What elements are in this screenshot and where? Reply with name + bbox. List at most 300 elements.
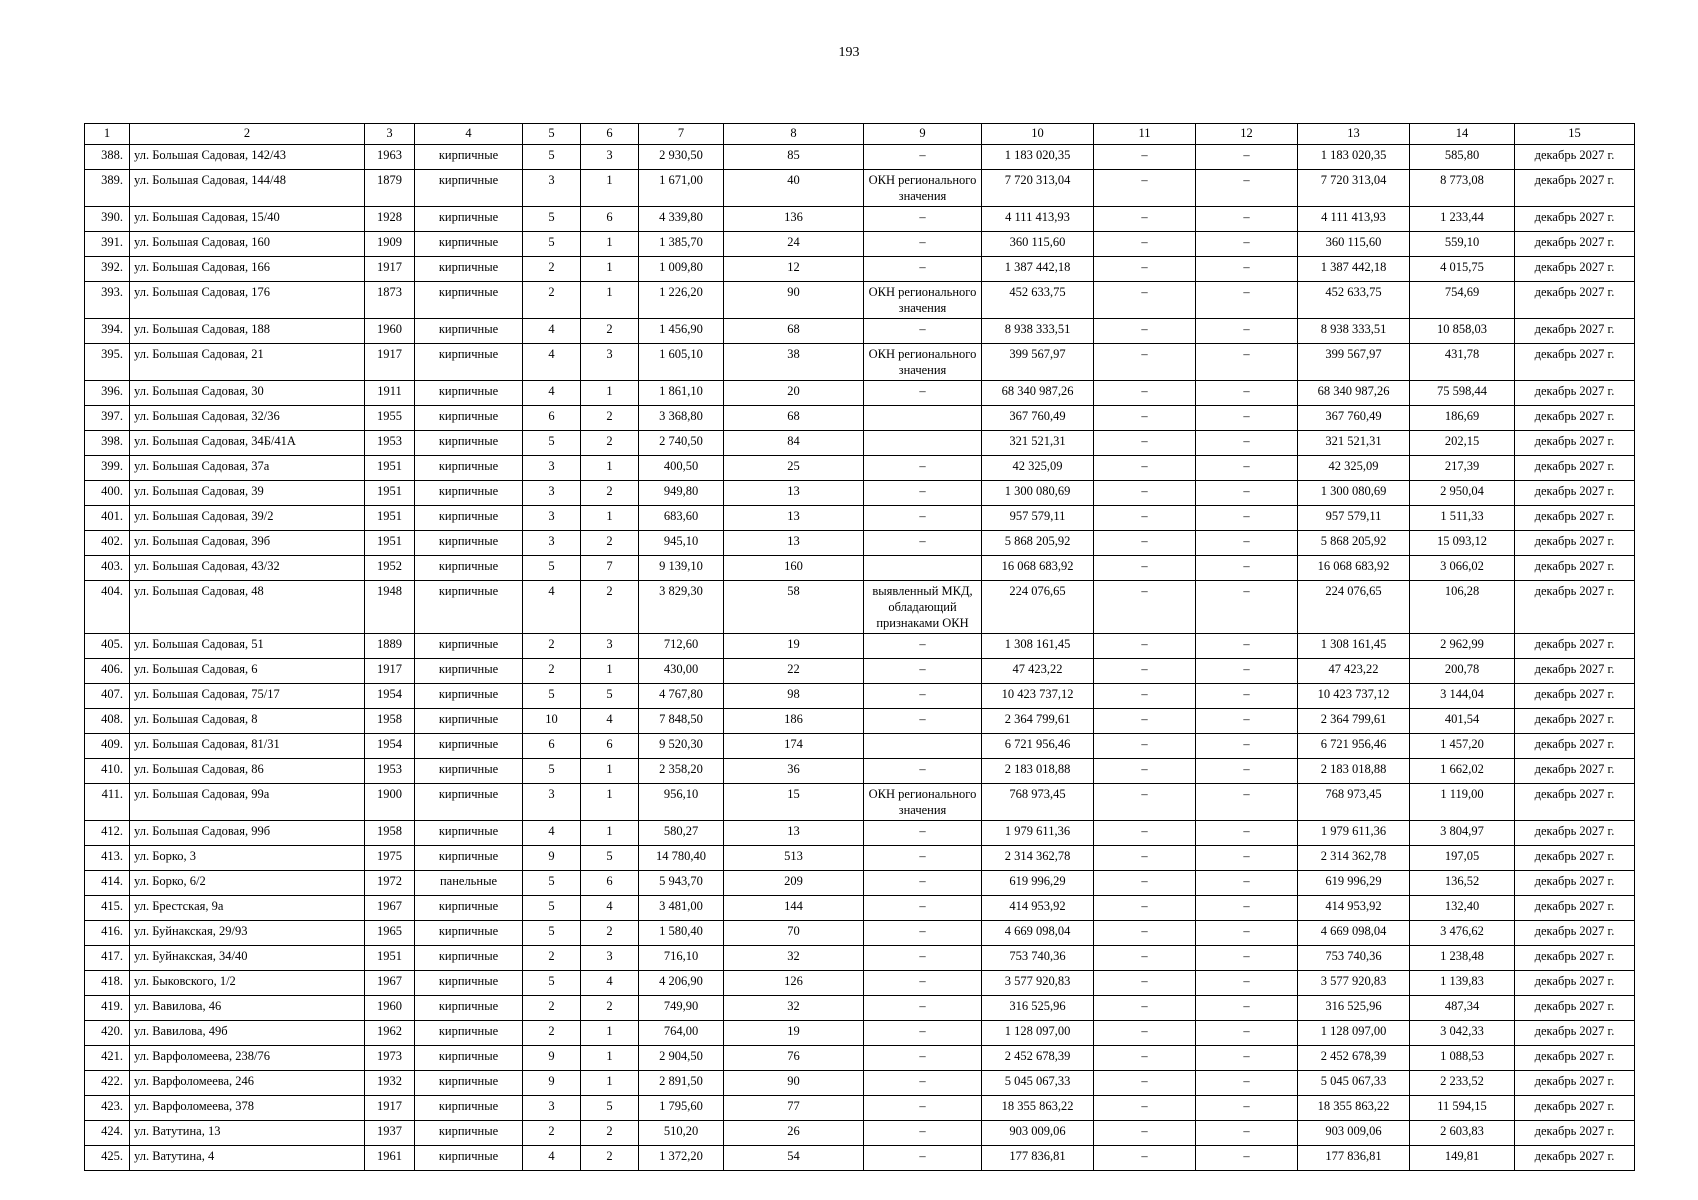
entrances-cell: 1 (581, 1046, 639, 1071)
heritage-status-cell: ОКН регионального значения (864, 784, 982, 821)
address-cell: ул. Буйнакская, 29/93 (130, 921, 365, 946)
address-cell: ул. Большая Садовая, 144/48 (130, 170, 365, 207)
col11-cell: – (1094, 784, 1196, 821)
unit-cost-cell: 149,81 (1410, 1146, 1515, 1171)
floors-cell: 3 (523, 170, 581, 207)
cost-fund-cell: 47 423,22 (1298, 659, 1410, 684)
wall-material-cell: кирпичные (415, 257, 523, 282)
heritage-status-cell (864, 734, 982, 759)
entrances-cell: 2 (581, 481, 639, 506)
year-cell: 1954 (365, 734, 415, 759)
address-cell: ул. Большая Садовая, 166 (130, 257, 365, 282)
heritage-status-cell: – (864, 1096, 982, 1121)
deadline-cell: декабрь 2027 г. (1515, 871, 1635, 896)
deadline-cell: декабрь 2027 г. (1515, 1121, 1635, 1146)
table-row (85, 344, 1635, 381)
wall-material-cell: кирпичные (415, 1021, 523, 1046)
address-cell: ул. Брестская, 9а (130, 896, 365, 921)
cost-fund-cell: 8 938 333,51 (1298, 319, 1410, 344)
cost-total-cell: 5 045 067,33 (982, 1071, 1094, 1096)
area-cell: 2 930,50 (639, 145, 724, 170)
wall-material-cell: кирпичные (415, 145, 523, 170)
table-row (85, 406, 1635, 431)
unit-cost-cell: 1 511,33 (1410, 506, 1515, 531)
unit-cost-cell: 3 476,62 (1410, 921, 1515, 946)
floors-cell: 9 (523, 1046, 581, 1071)
col12-cell: – (1196, 232, 1298, 257)
deadline-cell: декабрь 2027 г. (1515, 709, 1635, 734)
wall-material-cell: кирпичные (415, 207, 523, 232)
unit-cost-cell: 217,39 (1410, 456, 1515, 481)
col12-cell: – (1196, 684, 1298, 709)
col11-cell: – (1094, 946, 1196, 971)
deadline-cell: декабрь 2027 г. (1515, 145, 1635, 170)
deadline-cell: декабрь 2027 г. (1515, 634, 1635, 659)
area-cell: 3 368,80 (639, 406, 724, 431)
address-cell: ул. Большая Садовая, 39/2 (130, 506, 365, 531)
cost-total-cell: 957 579,11 (982, 506, 1094, 531)
col12-cell: – (1196, 734, 1298, 759)
area-cell: 2 904,50 (639, 1046, 724, 1071)
cost-total-cell: 68 340 987,26 (982, 381, 1094, 406)
cost-fund-cell: 1 183 020,35 (1298, 145, 1410, 170)
year-cell: 1954 (365, 684, 415, 709)
cost-fund-cell: 360 115,60 (1298, 232, 1410, 257)
area-cell: 14 780,40 (639, 846, 724, 871)
address-cell: ул. Большая Садовая, 32/36 (130, 406, 365, 431)
cost-total-cell: 753 740,36 (982, 946, 1094, 971)
year-cell: 1953 (365, 759, 415, 784)
address-cell: ул. Большая Садовая, 37а (130, 456, 365, 481)
unit-cost-cell: 1 238,48 (1410, 946, 1515, 971)
cost-fund-cell: 2 452 678,39 (1298, 1046, 1410, 1071)
cost-total-cell: 7 720 313,04 (982, 170, 1094, 207)
entrances-cell: 7 (581, 556, 639, 581)
heritage-status-cell: – (864, 145, 982, 170)
residents-cell: 58 (724, 581, 864, 634)
unit-cost-cell: 431,78 (1410, 344, 1515, 381)
col12-cell: – (1196, 257, 1298, 282)
cost-fund-cell: 1 128 097,00 (1298, 1021, 1410, 1046)
col12-cell: – (1196, 1021, 1298, 1046)
year-cell: 1967 (365, 896, 415, 921)
unit-cost-cell: 136,52 (1410, 871, 1515, 896)
wall-material-cell: кирпичные (415, 971, 523, 996)
cost-fund-cell: 1 308 161,45 (1298, 634, 1410, 659)
heritage-status-cell: – (864, 946, 982, 971)
entrances-cell: 5 (581, 684, 639, 709)
deadline-cell: декабрь 2027 г. (1515, 1096, 1635, 1121)
column-header: 2 (130, 124, 365, 145)
area-cell: 1 456,90 (639, 319, 724, 344)
cost-fund-cell: 399 567,97 (1298, 344, 1410, 381)
floors-cell: 5 (523, 684, 581, 709)
address-cell: ул. Большая Садовая, 188 (130, 319, 365, 344)
address-cell: ул. Буйнакская, 34/40 (130, 946, 365, 971)
row-number: 420. (85, 1021, 130, 1046)
wall-material-cell: кирпичные (415, 481, 523, 506)
residents-cell: 32 (724, 996, 864, 1021)
cost-total-cell: 399 567,97 (982, 344, 1094, 381)
col11-cell: – (1094, 431, 1196, 456)
wall-material-cell: кирпичные (415, 344, 523, 381)
row-number: 405. (85, 634, 130, 659)
col11-cell: – (1094, 996, 1196, 1021)
entrances-cell: 4 (581, 709, 639, 734)
table-row (85, 659, 1635, 684)
area-cell: 7 848,50 (639, 709, 724, 734)
area-cell: 4 339,80 (639, 207, 724, 232)
wall-material-cell: кирпичные (415, 431, 523, 456)
unit-cost-cell: 1 088,53 (1410, 1046, 1515, 1071)
deadline-cell: декабрь 2027 г. (1515, 581, 1635, 634)
floors-cell: 2 (523, 1121, 581, 1146)
col12-cell: – (1196, 871, 1298, 896)
entrances-cell: 4 (581, 896, 639, 921)
heritage-status-cell: – (864, 896, 982, 921)
entrances-cell: 3 (581, 344, 639, 381)
cost-total-cell: 1 308 161,45 (982, 634, 1094, 659)
heritage-status-cell: – (864, 1071, 982, 1096)
floors-cell: 2 (523, 282, 581, 319)
year-cell: 1962 (365, 1021, 415, 1046)
table-row (85, 319, 1635, 344)
unit-cost-cell: 585,80 (1410, 145, 1515, 170)
deadline-cell: декабрь 2027 г. (1515, 257, 1635, 282)
cost-total-cell: 903 009,06 (982, 1121, 1094, 1146)
entrances-cell: 2 (581, 1121, 639, 1146)
deadline-cell: декабрь 2027 г. (1515, 232, 1635, 257)
entrances-cell: 4 (581, 971, 639, 996)
row-number: 404. (85, 581, 130, 634)
year-cell: 1960 (365, 319, 415, 344)
floors-cell: 3 (523, 531, 581, 556)
area-cell: 1 226,20 (639, 282, 724, 319)
wall-material-cell: кирпичные (415, 846, 523, 871)
row-number: 417. (85, 946, 130, 971)
table-row (85, 257, 1635, 282)
unit-cost-cell: 1 139,83 (1410, 971, 1515, 996)
residents-cell: 84 (724, 431, 864, 456)
col11-cell: – (1094, 282, 1196, 319)
residents-cell: 76 (724, 1046, 864, 1071)
floors-cell: 3 (523, 456, 581, 481)
col11-cell: – (1094, 1096, 1196, 1121)
table-row (85, 971, 1635, 996)
deadline-cell: декабрь 2027 г. (1515, 207, 1635, 232)
residents-cell: 40 (724, 170, 864, 207)
area-cell: 716,10 (639, 946, 724, 971)
col12-cell: – (1196, 659, 1298, 684)
area-cell: 749,90 (639, 996, 724, 1021)
deadline-cell: декабрь 2027 г. (1515, 1071, 1635, 1096)
residents-cell: 15 (724, 784, 864, 821)
deadline-cell: декабрь 2027 г. (1515, 1146, 1635, 1171)
floors-cell: 2 (523, 1021, 581, 1046)
entrances-cell: 3 (581, 946, 639, 971)
row-number: 389. (85, 170, 130, 207)
area-cell: 683,60 (639, 506, 724, 531)
year-cell: 1879 (365, 170, 415, 207)
col11-cell: – (1094, 759, 1196, 784)
unit-cost-cell: 2 603,83 (1410, 1121, 1515, 1146)
year-cell: 1973 (365, 1046, 415, 1071)
heritage-status-cell: – (864, 846, 982, 871)
cost-fund-cell: 1 979 611,36 (1298, 821, 1410, 846)
col12-cell: – (1196, 581, 1298, 634)
area-cell: 1 671,00 (639, 170, 724, 207)
floors-cell: 10 (523, 709, 581, 734)
deadline-cell: декабрь 2027 г. (1515, 282, 1635, 319)
col11-cell: – (1094, 319, 1196, 344)
col11-cell: – (1094, 659, 1196, 684)
wall-material-cell: кирпичные (415, 634, 523, 659)
unit-cost-cell: 1 457,20 (1410, 734, 1515, 759)
unit-cost-cell: 11 594,15 (1410, 1096, 1515, 1121)
floors-cell: 2 (523, 946, 581, 971)
residents-cell: 160 (724, 556, 864, 581)
cost-total-cell: 177 836,81 (982, 1146, 1094, 1171)
floors-cell: 5 (523, 871, 581, 896)
cost-total-cell: 8 938 333,51 (982, 319, 1094, 344)
entrances-cell: 6 (581, 871, 639, 896)
year-cell: 1937 (365, 1121, 415, 1146)
heritage-status-cell: – (864, 207, 982, 232)
cost-fund-cell: 10 423 737,12 (1298, 684, 1410, 709)
year-cell: 1951 (365, 531, 415, 556)
address-cell: ул. Варфоломеева, 378 (130, 1096, 365, 1121)
cost-total-cell: 224 076,65 (982, 581, 1094, 634)
floors-cell: 6 (523, 734, 581, 759)
col11-cell: – (1094, 170, 1196, 207)
address-cell: ул. Большая Садовая, 99а (130, 784, 365, 821)
unit-cost-cell: 3 042,33 (1410, 1021, 1515, 1046)
row-number: 400. (85, 481, 130, 506)
row-number: 403. (85, 556, 130, 581)
residents-cell: 36 (724, 759, 864, 784)
header-row (85, 124, 1635, 145)
unit-cost-cell: 202,15 (1410, 431, 1515, 456)
entrances-cell: 1 (581, 257, 639, 282)
floors-cell: 6 (523, 406, 581, 431)
residents-cell: 90 (724, 282, 864, 319)
year-cell: 1951 (365, 506, 415, 531)
address-cell: ул. Большая Садовая, 6 (130, 659, 365, 684)
column-header: 15 (1515, 124, 1635, 145)
year-cell: 1951 (365, 946, 415, 971)
year-cell: 1951 (365, 481, 415, 506)
table-row (85, 531, 1635, 556)
floors-cell: 3 (523, 506, 581, 531)
entrances-cell: 5 (581, 846, 639, 871)
cost-fund-cell: 321 521,31 (1298, 431, 1410, 456)
table-row (85, 1096, 1635, 1121)
address-cell: ул. Варфоломеева, 238/76 (130, 1046, 365, 1071)
cost-total-cell: 10 423 737,12 (982, 684, 1094, 709)
col11-cell: – (1094, 1021, 1196, 1046)
cost-total-cell: 360 115,60 (982, 232, 1094, 257)
heritage-status-cell: – (864, 821, 982, 846)
row-number: 394. (85, 319, 130, 344)
table-header (85, 124, 1635, 145)
residents-cell: 186 (724, 709, 864, 734)
entrances-cell: 2 (581, 921, 639, 946)
address-cell: ул. Большая Садовая, 81/31 (130, 734, 365, 759)
row-number: 414. (85, 871, 130, 896)
cost-total-cell: 414 953,92 (982, 896, 1094, 921)
address-cell: ул. Большая Садовая, 86 (130, 759, 365, 784)
table-row (85, 1046, 1635, 1071)
deadline-cell: декабрь 2027 г. (1515, 659, 1635, 684)
row-number: 396. (85, 381, 130, 406)
unit-cost-cell: 1 662,02 (1410, 759, 1515, 784)
area-cell: 1 009,80 (639, 257, 724, 282)
cost-total-cell: 2 183 018,88 (982, 759, 1094, 784)
unit-cost-cell: 10 858,03 (1410, 319, 1515, 344)
cost-total-cell: 18 355 863,22 (982, 1096, 1094, 1121)
cost-total-cell: 5 868 205,92 (982, 531, 1094, 556)
wall-material-cell: кирпичные (415, 319, 523, 344)
heritage-status-cell: ОКН регионального значения (864, 344, 982, 381)
heritage-status-cell: – (864, 659, 982, 684)
cost-total-cell: 16 068 683,92 (982, 556, 1094, 581)
row-number: 406. (85, 659, 130, 684)
column-header: 9 (864, 124, 982, 145)
col11-cell: – (1094, 846, 1196, 871)
year-cell: 1917 (365, 257, 415, 282)
heritage-status-cell: – (864, 1121, 982, 1146)
entrances-cell: 2 (581, 406, 639, 431)
floors-cell: 5 (523, 431, 581, 456)
row-number: 415. (85, 896, 130, 921)
unit-cost-cell: 3 804,97 (1410, 821, 1515, 846)
wall-material-cell: кирпичные (415, 734, 523, 759)
entrances-cell: 1 (581, 759, 639, 784)
wall-material-cell: кирпичные (415, 381, 523, 406)
table-body (85, 145, 1635, 1171)
col12-cell: – (1196, 846, 1298, 871)
col11-cell: – (1094, 481, 1196, 506)
residents-cell: 136 (724, 207, 864, 232)
residents-cell: 513 (724, 846, 864, 871)
deadline-cell: декабрь 2027 г. (1515, 531, 1635, 556)
year-cell: 1873 (365, 282, 415, 319)
wall-material-cell: кирпичные (415, 1046, 523, 1071)
deadline-cell: декабрь 2027 г. (1515, 431, 1635, 456)
unit-cost-cell: 15 093,12 (1410, 531, 1515, 556)
deadline-cell: декабрь 2027 г. (1515, 456, 1635, 481)
year-cell: 1917 (365, 1096, 415, 1121)
row-number: 399. (85, 456, 130, 481)
row-number: 388. (85, 145, 130, 170)
col11-cell: – (1094, 257, 1196, 282)
column-header: 10 (982, 124, 1094, 145)
cost-total-cell: 6 721 956,46 (982, 734, 1094, 759)
wall-material-cell: кирпичные (415, 759, 523, 784)
heritage-status-cell: ОКН регионального значения (864, 170, 982, 207)
year-cell: 1948 (365, 581, 415, 634)
year-cell: 1900 (365, 784, 415, 821)
residents-cell: 144 (724, 896, 864, 921)
entrances-cell: 3 (581, 634, 639, 659)
address-cell: ул. Ватутина, 4 (130, 1146, 365, 1171)
unit-cost-cell: 487,34 (1410, 996, 1515, 1021)
floors-cell: 2 (523, 634, 581, 659)
row-number: 395. (85, 344, 130, 381)
entrances-cell: 1 (581, 506, 639, 531)
residents-cell: 68 (724, 406, 864, 431)
wall-material-cell: кирпичные (415, 1071, 523, 1096)
heritage-status-cell: – (864, 319, 982, 344)
floors-cell: 2 (523, 659, 581, 684)
residents-cell: 13 (724, 506, 864, 531)
row-number: 416. (85, 921, 130, 946)
area-cell: 764,00 (639, 1021, 724, 1046)
entrances-cell: 1 (581, 170, 639, 207)
area-cell: 2 891,50 (639, 1071, 724, 1096)
row-number: 398. (85, 431, 130, 456)
table-row (85, 709, 1635, 734)
col12-cell: – (1196, 145, 1298, 170)
area-cell: 945,10 (639, 531, 724, 556)
address-cell: ул. Большая Садовая, 34Б/41А (130, 431, 365, 456)
col11-cell: – (1094, 232, 1196, 257)
cost-total-cell: 321 521,31 (982, 431, 1094, 456)
col11-cell: – (1094, 921, 1196, 946)
floors-cell: 5 (523, 921, 581, 946)
area-cell: 430,00 (639, 659, 724, 684)
floors-cell: 5 (523, 207, 581, 232)
row-number: 409. (85, 734, 130, 759)
wall-material-cell: кирпичные (415, 581, 523, 634)
residents-cell: 70 (724, 921, 864, 946)
wall-material-cell: кирпичные (415, 1096, 523, 1121)
area-cell: 1 861,10 (639, 381, 724, 406)
cost-fund-cell: 3 577 920,83 (1298, 971, 1410, 996)
table-row (85, 556, 1635, 581)
cost-total-cell: 1 979 611,36 (982, 821, 1094, 846)
area-cell: 5 943,70 (639, 871, 724, 896)
year-cell: 1965 (365, 921, 415, 946)
year-cell: 1972 (365, 871, 415, 896)
table-row (85, 1121, 1635, 1146)
area-cell: 9 139,10 (639, 556, 724, 581)
unit-cost-cell: 3 066,02 (1410, 556, 1515, 581)
unit-cost-cell: 2 950,04 (1410, 481, 1515, 506)
wall-material-cell: кирпичные (415, 784, 523, 821)
col11-cell: – (1094, 871, 1196, 896)
cost-total-cell: 42 325,09 (982, 456, 1094, 481)
area-cell: 2 358,20 (639, 759, 724, 784)
table-row (85, 456, 1635, 481)
deadline-cell: декабрь 2027 г. (1515, 1046, 1635, 1071)
col11-cell: – (1094, 821, 1196, 846)
col12-cell: – (1196, 1146, 1298, 1171)
unit-cost-cell: 401,54 (1410, 709, 1515, 734)
col12-cell: – (1196, 784, 1298, 821)
cost-total-cell: 452 633,75 (982, 282, 1094, 319)
table-row (85, 207, 1635, 232)
floors-cell: 4 (523, 344, 581, 381)
table-row (85, 145, 1635, 170)
floors-cell: 5 (523, 145, 581, 170)
cost-total-cell: 1 183 020,35 (982, 145, 1094, 170)
unit-cost-cell: 1 119,00 (1410, 784, 1515, 821)
cost-total-cell: 1 300 080,69 (982, 481, 1094, 506)
wall-material-cell: кирпичные (415, 659, 523, 684)
table-row (85, 684, 1635, 709)
heritage-status-cell: ОКН регионального значения (864, 282, 982, 319)
